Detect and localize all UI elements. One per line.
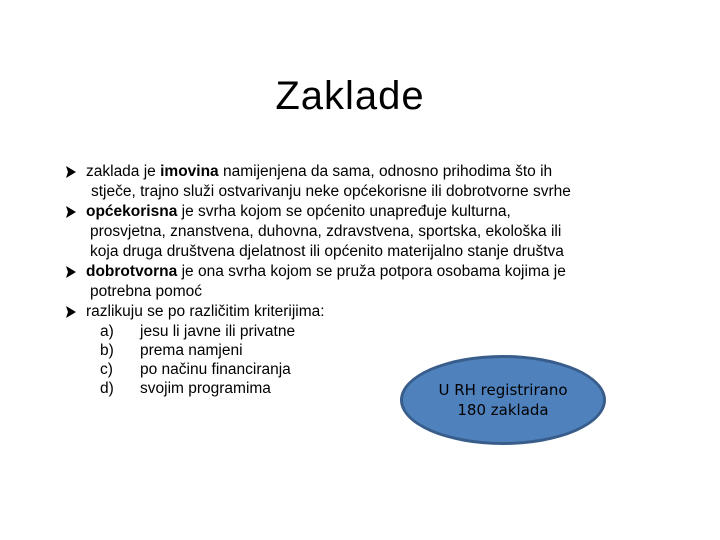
criteria-text: po načinu financiranja xyxy=(140,361,291,378)
arrow-bullet-icon xyxy=(66,162,80,182)
criteria-letter: d) xyxy=(100,380,114,397)
bullet-continuation: prosvjetna, znanstvena, duhovna, zdravstvena, sportska, ekološka ili xyxy=(90,223,562,240)
bold-term: imovina xyxy=(160,163,219,180)
bold-term: općekorisna xyxy=(86,203,178,220)
bold-term: dobrotvorna xyxy=(86,263,178,280)
bullet-text: razlikuju se po različitim kriterijima: xyxy=(86,303,325,320)
bullet-text: zaklada je xyxy=(86,163,161,180)
criteria-letter: c) xyxy=(100,361,113,378)
bullet-text: je svrha kojom se općenito unapređuje kulturna, xyxy=(177,203,511,220)
criteria-item xyxy=(66,341,626,360)
bullet-continuation: potrebna pomoć xyxy=(90,283,203,300)
slide-title xyxy=(0,74,700,119)
criteria-letter: a) xyxy=(100,323,114,340)
criteria-text: svojim programima xyxy=(140,380,271,397)
criteria-text: prema namjeni xyxy=(140,342,243,359)
criteria-text: jesu li javne ili privatne xyxy=(140,323,296,340)
bullet-definition xyxy=(66,162,626,202)
bullet-continuation: koja druga društvena djelatnost ili općenito materijalno stanje društva xyxy=(90,243,564,260)
bullet-dobrotvorna xyxy=(66,262,626,302)
bullet-text: namijenjena da sama, odnosno prihodima što ih xyxy=(218,163,553,180)
callout-line: U RH registrirano xyxy=(438,381,568,399)
bullet-continuation: stječe, trajno služi ostvarivanju neke općekorisne ili dobrotvorne svrhe xyxy=(91,183,571,200)
arrow-bullet-icon xyxy=(66,202,80,222)
slide-title-text: Zaklade xyxy=(275,74,425,118)
arrow-bullet-icon xyxy=(66,262,80,282)
bullet-text: je ona svrha kojom se pruža potpora osobama kojima je xyxy=(177,263,566,280)
bullet-criteria xyxy=(66,302,626,322)
callout-line: 180 zaklada xyxy=(457,401,549,419)
registered-count-callout xyxy=(400,355,606,445)
arrow-bullet-icon xyxy=(66,302,80,322)
criteria-letter: b) xyxy=(100,342,114,359)
criteria-item xyxy=(66,322,626,341)
bullet-opcekorisna xyxy=(66,202,626,262)
